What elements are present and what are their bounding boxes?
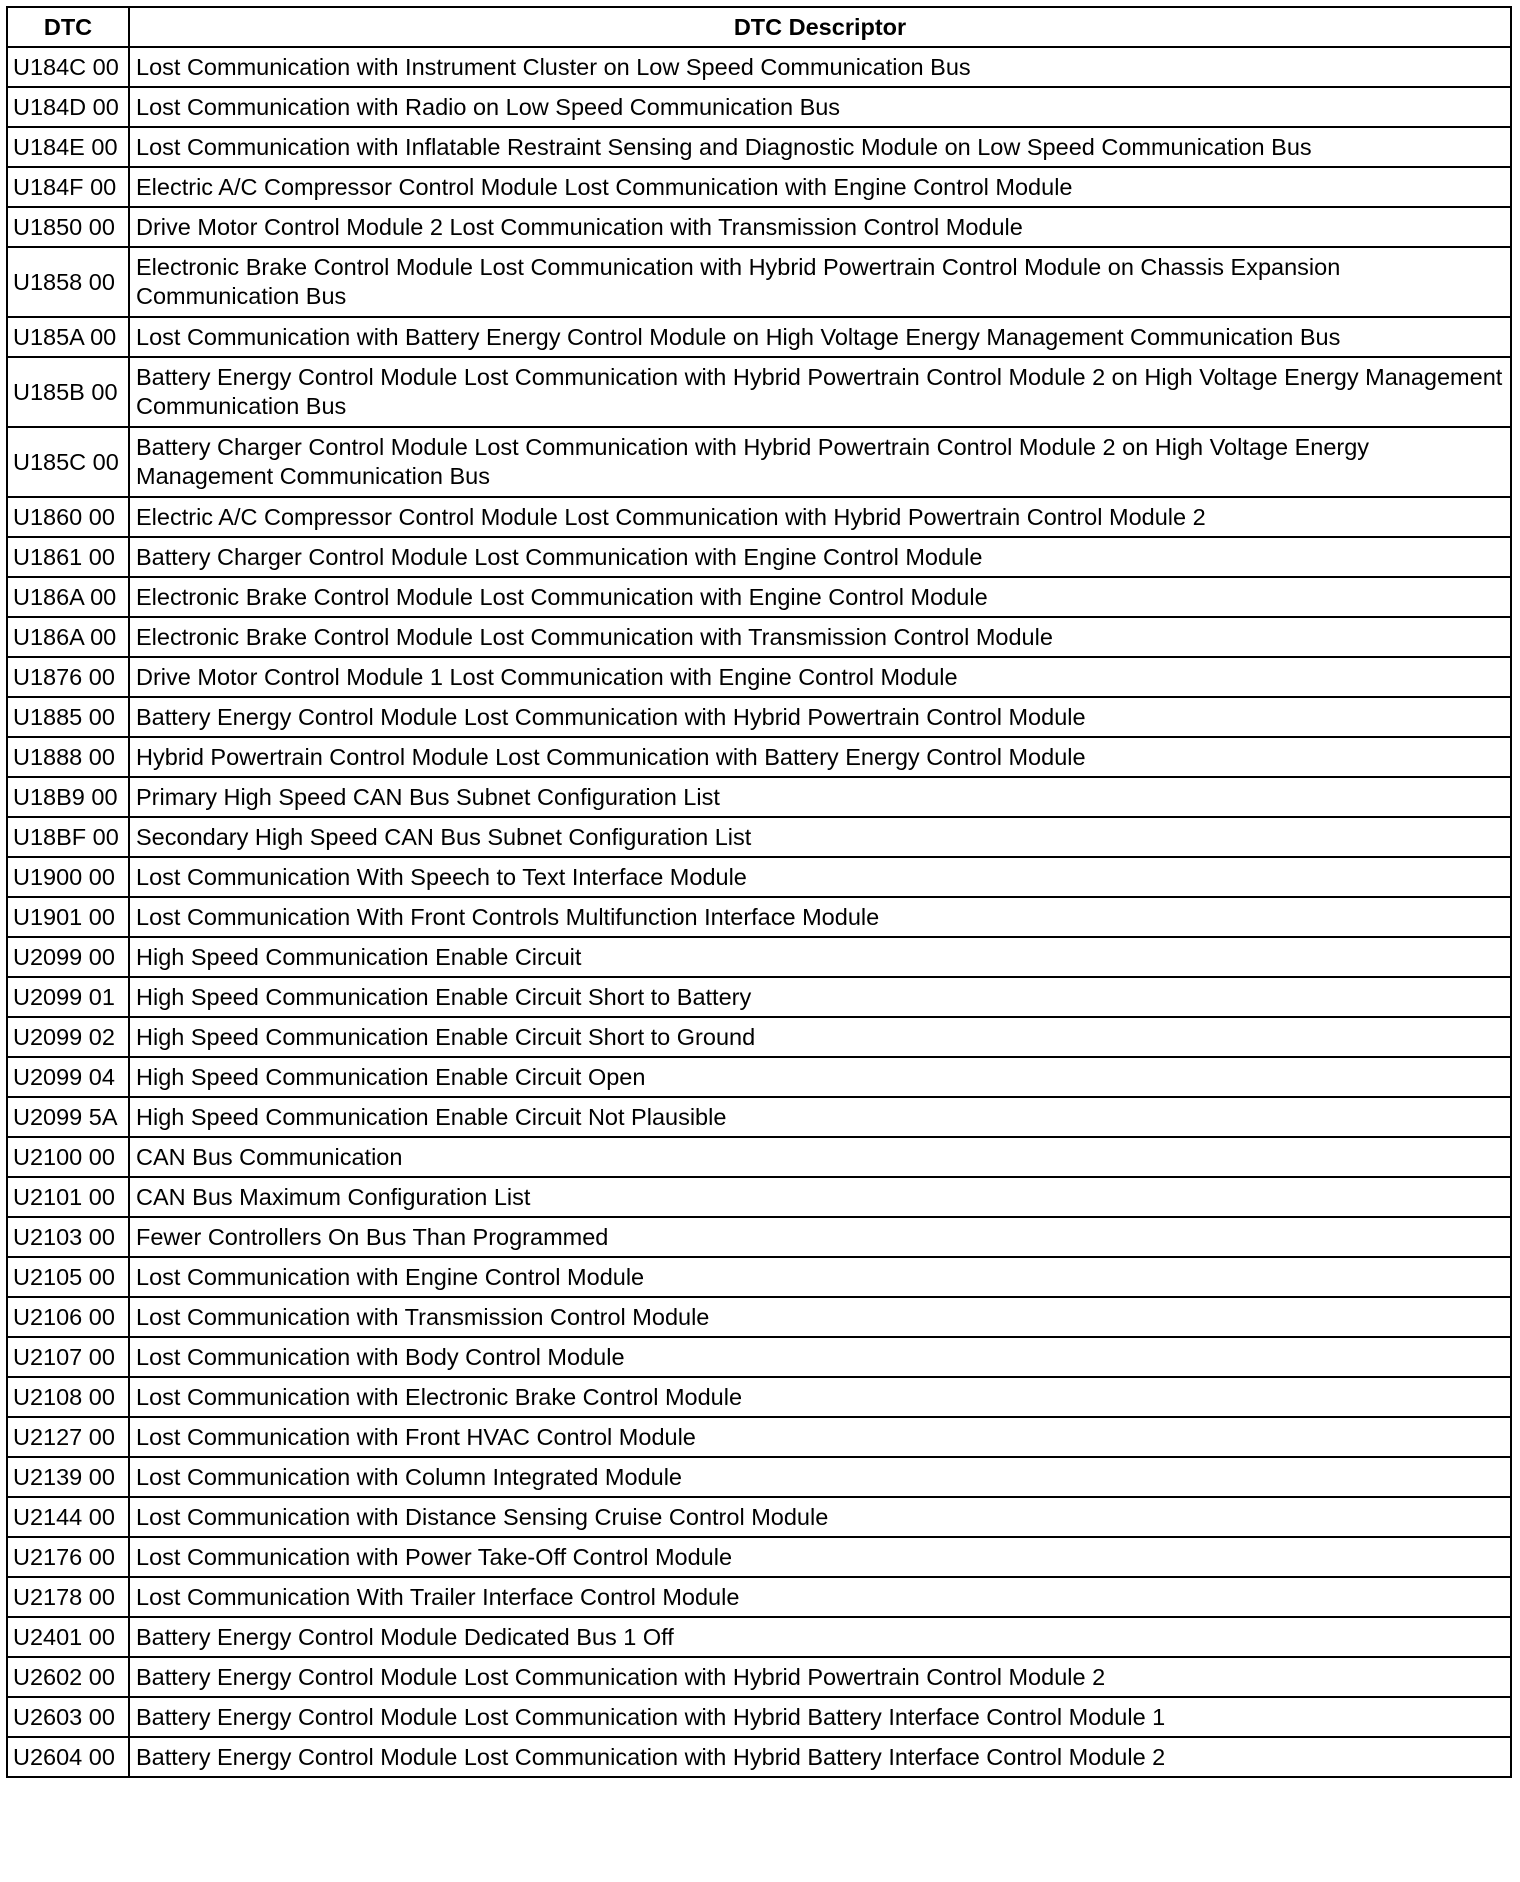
dtc-code-cell: U184E 00 — [7, 127, 129, 167]
dtc-code-cell: U1850 00 — [7, 207, 129, 247]
dtc-descriptor-cell: Lost Communication with Electronic Brake Control Module — [129, 1377, 1511, 1417]
dtc-descriptor-cell: Electronic Brake Control Module Lost Communication with Transmission Control Module — [129, 617, 1511, 657]
dtc-descriptor-cell: High Speed Communication Enable Circuit — [129, 937, 1511, 977]
dtc-descriptor-cell: Lost Communication With Front Controls Multifunction Interface Module — [129, 897, 1511, 937]
dtc-code-cell: U184F 00 — [7, 167, 129, 207]
table-row — [7, 1497, 1511, 1537]
table-row — [7, 1297, 1511, 1337]
dtc-code-cell: U18B9 00 — [7, 777, 129, 817]
table-row — [7, 1177, 1511, 1217]
dtc-code-cell: U2099 02 — [7, 1017, 129, 1057]
dtc-table — [6, 6, 1512, 1778]
dtc-code-cell: U1885 00 — [7, 697, 129, 737]
dtc-code-cell: U1888 00 — [7, 737, 129, 777]
dtc-code-cell: U2099 01 — [7, 977, 129, 1017]
dtc-code-cell: U1876 00 — [7, 657, 129, 697]
dtc-descriptor-cell: Battery Charger Control Module Lost Communication with Engine Control Module — [129, 537, 1511, 577]
table-row — [7, 1217, 1511, 1257]
dtc-descriptor-cell: Battery Energy Control Module Dedicated Bus 1 Off — [129, 1617, 1511, 1657]
table-row — [7, 1657, 1511, 1697]
dtc-descriptor-cell: High Speed Communication Enable Circuit Short to Battery — [129, 977, 1511, 1017]
dtc-code-cell: U2602 00 — [7, 1657, 129, 1697]
table-row — [7, 1257, 1511, 1297]
dtc-descriptor-cell: Lost Communication with Body Control Module — [129, 1337, 1511, 1377]
table-row — [7, 317, 1511, 357]
dtc-descriptor-cell: CAN Bus Maximum Configuration List — [129, 1177, 1511, 1217]
header-dtc-descriptor: DTC Descriptor — [129, 7, 1511, 47]
dtc-code-cell: U2108 00 — [7, 1377, 129, 1417]
dtc-code-cell: U1861 00 — [7, 537, 129, 577]
dtc-descriptor-cell: Lost Communication with Column Integrated Module — [129, 1457, 1511, 1497]
dtc-descriptor-cell: Battery Energy Control Module Lost Communication with Hybrid Powertrain Control Module 2 — [129, 1657, 1511, 1697]
table-row — [7, 1697, 1511, 1737]
table-row — [7, 657, 1511, 697]
dtc-descriptor-cell: Lost Communication with Front HVAC Control Module — [129, 1417, 1511, 1457]
dtc-descriptor-cell: Lost Communication With Speech to Text Interface Module — [129, 857, 1511, 897]
dtc-descriptor-cell: Battery Energy Control Module Lost Communication with Hybrid Battery Interface Control Module 2 — [129, 1737, 1511, 1777]
dtc-code-cell: U2100 00 — [7, 1137, 129, 1177]
table-row — [7, 1537, 1511, 1577]
dtc-code-cell: U2106 00 — [7, 1297, 129, 1337]
dtc-code-cell: U1858 00 — [7, 247, 129, 317]
table-row — [7, 1417, 1511, 1457]
dtc-descriptor-cell: Hybrid Powertrain Control Module Lost Communication with Battery Energy Control Module — [129, 737, 1511, 777]
table-row — [7, 1737, 1511, 1777]
dtc-code-cell: U2099 04 — [7, 1057, 129, 1097]
dtc-descriptor-cell: Lost Communication With Trailer Interface Control Module — [129, 1577, 1511, 1617]
dtc-descriptor-cell: CAN Bus Communication — [129, 1137, 1511, 1177]
dtc-descriptor-cell: Battery Energy Control Module Lost Communication with Hybrid Powertrain Control Module — [129, 697, 1511, 737]
dtc-descriptor-cell: Lost Communication with Inflatable Restraint Sensing and Diagnostic Module on Low Speed Communication Bus — [129, 127, 1511, 167]
dtc-descriptor-cell: Electronic Brake Control Module Lost Communication with Hybrid Powertrain Control Module on Chassis Expansion Communication Bus — [129, 247, 1511, 317]
table-row — [7, 87, 1511, 127]
table-row — [7, 207, 1511, 247]
dtc-descriptor-cell: Drive Motor Control Module 1 Lost Communication with Engine Control Module — [129, 657, 1511, 697]
dtc-descriptor-cell: Drive Motor Control Module 2 Lost Communication with Transmission Control Module — [129, 207, 1511, 247]
dtc-descriptor-cell: Fewer Controllers On Bus Than Programmed — [129, 1217, 1511, 1257]
dtc-code-cell: U1900 00 — [7, 857, 129, 897]
dtc-code-cell: U2099 00 — [7, 937, 129, 977]
table-row — [7, 577, 1511, 617]
dtc-descriptor-cell: Battery Charger Control Module Lost Communication with Hybrid Powertrain Control Module 2 on High Voltage Energy Management Communication Bus — [129, 427, 1511, 497]
dtc-descriptor-cell: Primary High Speed CAN Bus Subnet Configuration List — [129, 777, 1511, 817]
table-row — [7, 1017, 1511, 1057]
table-row — [7, 897, 1511, 937]
table-row — [7, 1097, 1511, 1137]
dtc-code-cell: U185B 00 — [7, 357, 129, 427]
dtc-code-cell: U18BF 00 — [7, 817, 129, 857]
dtc-descriptor-cell: Lost Communication with Instrument Cluster on Low Speed Communication Bus — [129, 47, 1511, 87]
dtc-descriptor-cell: Lost Communication with Transmission Control Module — [129, 1297, 1511, 1337]
dtc-code-cell: U186A 00 — [7, 577, 129, 617]
table-row — [7, 937, 1511, 977]
dtc-code-cell: U2103 00 — [7, 1217, 129, 1257]
dtc-descriptor-cell: Lost Communication with Power Take-Off Control Module — [129, 1537, 1511, 1577]
dtc-code-cell: U2176 00 — [7, 1537, 129, 1577]
dtc-descriptor-cell: Lost Communication with Radio on Low Speed Communication Bus — [129, 87, 1511, 127]
dtc-descriptor-cell: High Speed Communication Enable Circuit Short to Ground — [129, 1017, 1511, 1057]
table-header-row — [7, 7, 1511, 47]
dtc-code-cell: U184D 00 — [7, 87, 129, 127]
table-row — [7, 1057, 1511, 1097]
table-row — [7, 1377, 1511, 1417]
header-dtc: DTC — [7, 7, 129, 47]
dtc-descriptor-cell: Lost Communication with Distance Sensing Cruise Control Module — [129, 1497, 1511, 1537]
table-row — [7, 1577, 1511, 1617]
table-row — [7, 357, 1511, 427]
dtc-code-cell: U186A 00 — [7, 617, 129, 657]
dtc-descriptor-cell: High Speed Communication Enable Circuit Not Plausible — [129, 1097, 1511, 1137]
dtc-code-cell: U2144 00 — [7, 1497, 129, 1537]
dtc-code-cell: U2105 00 — [7, 1257, 129, 1297]
table-row — [7, 1457, 1511, 1497]
dtc-code-cell: U1860 00 — [7, 497, 129, 537]
table-row — [7, 127, 1511, 167]
table-row — [7, 1337, 1511, 1377]
dtc-code-cell: U2139 00 — [7, 1457, 129, 1497]
dtc-code-cell: U185A 00 — [7, 317, 129, 357]
dtc-descriptor-cell: Secondary High Speed CAN Bus Subnet Configuration List — [129, 817, 1511, 857]
table-row — [7, 697, 1511, 737]
dtc-descriptor-cell: Electric A/C Compressor Control Module Lost Communication with Hybrid Powertrain Control Module 2 — [129, 497, 1511, 537]
table-row — [7, 617, 1511, 657]
dtc-descriptor-cell: Battery Energy Control Module Lost Communication with Hybrid Powertrain Control Module 2 on High Voltage Energy Management Communication Bus — [129, 357, 1511, 427]
table-body — [7, 47, 1511, 1777]
table-row — [7, 497, 1511, 537]
table-row — [7, 167, 1511, 207]
table-row — [7, 47, 1511, 87]
dtc-code-cell: U2401 00 — [7, 1617, 129, 1657]
table-row — [7, 427, 1511, 497]
dtc-code-cell: U2127 00 — [7, 1417, 129, 1457]
dtc-code-cell: U2101 00 — [7, 1177, 129, 1217]
dtc-descriptor-cell: Electronic Brake Control Module Lost Communication with Engine Control Module — [129, 577, 1511, 617]
table-row — [7, 1617, 1511, 1657]
dtc-descriptor-cell: High Speed Communication Enable Circuit Open — [129, 1057, 1511, 1097]
table-row — [7, 247, 1511, 317]
dtc-code-cell: U2603 00 — [7, 1697, 129, 1737]
table-row — [7, 537, 1511, 577]
dtc-code-cell: U185C 00 — [7, 427, 129, 497]
table-row — [7, 1137, 1511, 1177]
table-row — [7, 977, 1511, 1017]
dtc-descriptor-cell: Battery Energy Control Module Lost Communication with Hybrid Battery Interface Control Module 1 — [129, 1697, 1511, 1737]
table-row — [7, 857, 1511, 897]
dtc-code-cell: U2107 00 — [7, 1337, 129, 1377]
dtc-code-cell: U184C 00 — [7, 47, 129, 87]
dtc-descriptor-cell: Electric A/C Compressor Control Module Lost Communication with Engine Control Module — [129, 167, 1511, 207]
dtc-code-cell: U2604 00 — [7, 1737, 129, 1777]
dtc-descriptor-cell: Lost Communication with Engine Control Module — [129, 1257, 1511, 1297]
dtc-descriptor-cell: Lost Communication with Battery Energy Control Module on High Voltage Energy Management Communication Bus — [129, 317, 1511, 357]
table-row — [7, 817, 1511, 857]
dtc-code-cell: U2178 00 — [7, 1577, 129, 1617]
table-row — [7, 737, 1511, 777]
dtc-code-cell: U1901 00 — [7, 897, 129, 937]
dtc-code-cell: U2099 5A — [7, 1097, 129, 1137]
table-row — [7, 777, 1511, 817]
